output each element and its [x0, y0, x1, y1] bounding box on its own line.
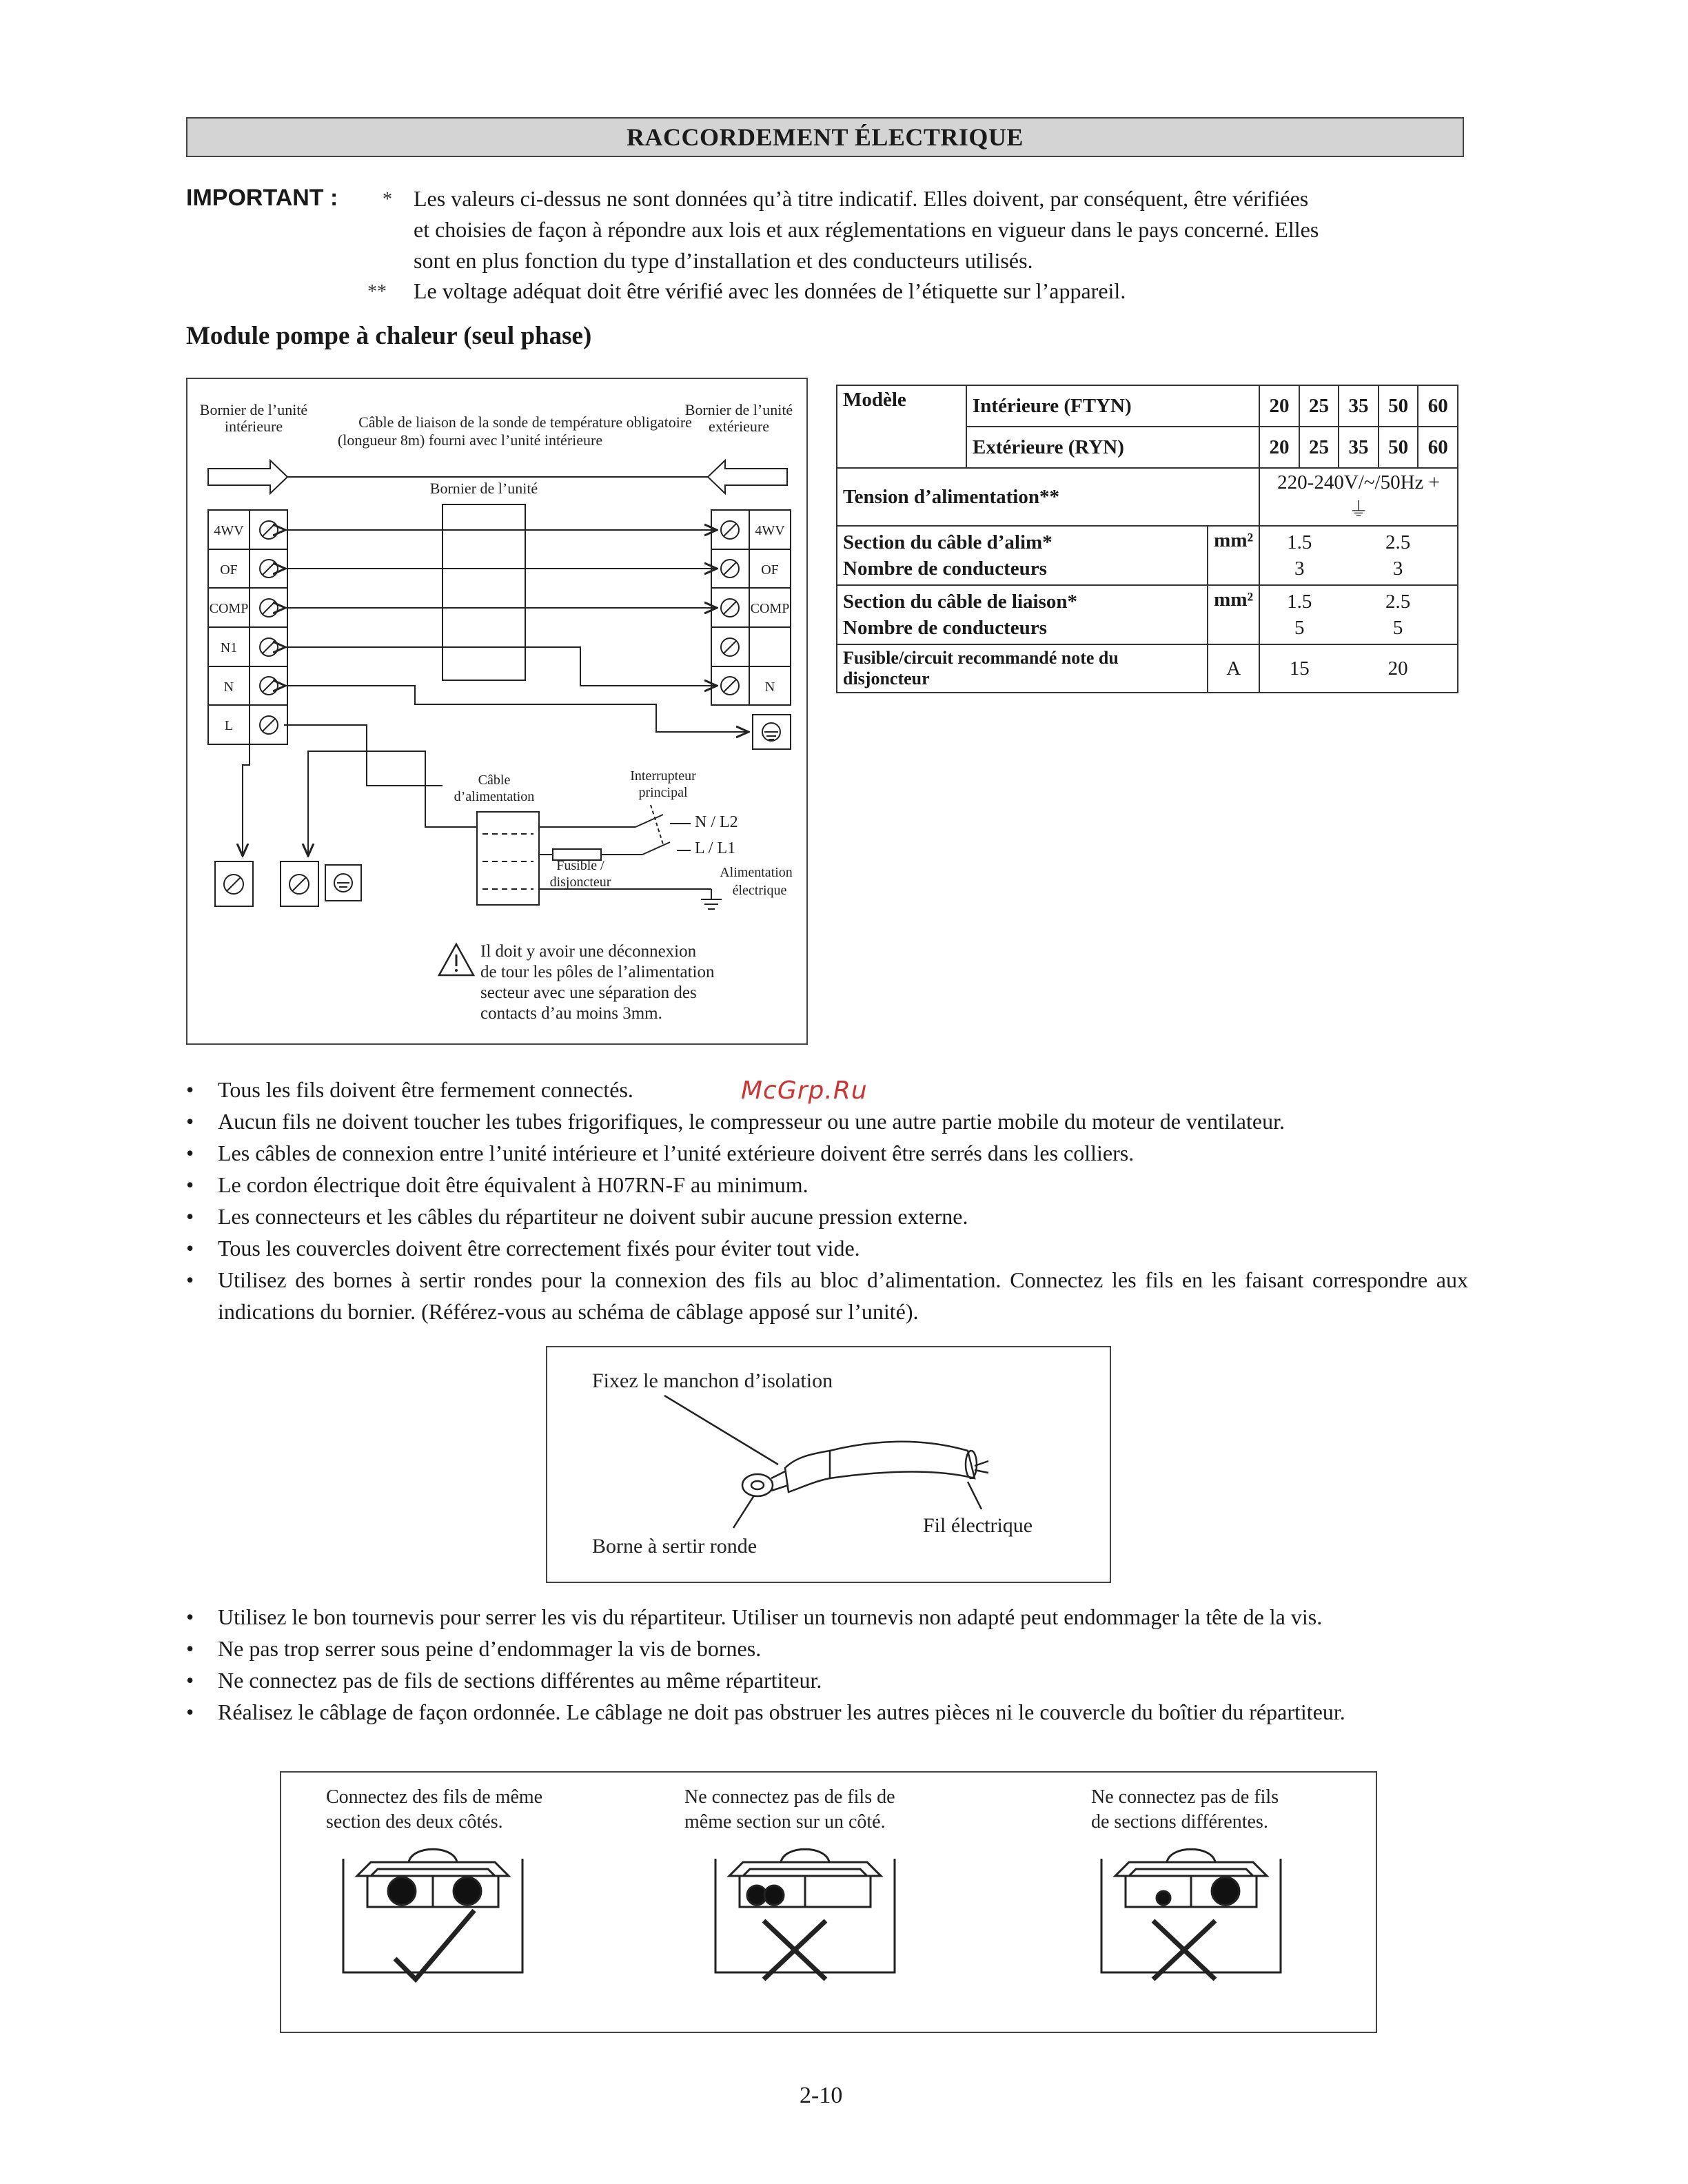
svg-text:N1: N1	[220, 640, 238, 655]
svg-text:d’alimentation: d’alimentation	[454, 789, 535, 804]
svg-text:4WV: 4WV	[755, 523, 785, 538]
warning-icon	[439, 944, 474, 975]
page-number: 2-10	[800, 2083, 843, 2108]
svg-text:de tour les pôles de l’aliment: de tour les pôles de l’alimentation	[480, 963, 715, 981]
svg-text:4WV: 4WV	[214, 523, 244, 538]
wiring-examples-figure	[280, 1771, 1377, 2033]
note-mark: *	[383, 189, 392, 210]
ok-caption: Connectez des fils de même	[326, 1786, 543, 1808]
svg-text:N: N	[223, 680, 234, 695]
important-note-2: Le voltage adéquat doit être vérifié avec les données de l’étiquette sur l’appareil.	[414, 278, 1126, 303]
svg-text:OF: OF	[761, 562, 779, 578]
fuse-label: Fusible /	[556, 858, 604, 873]
wire-label: Fil électrique	[923, 1514, 1033, 1537]
indoor-terminal-label: Bornier de l’unité	[199, 401, 308, 418]
bullet-list-a	[186, 1074, 1468, 1327]
note-mark: **	[367, 281, 387, 303]
warning-text: Il doit y avoir une déconnexion	[480, 942, 697, 961]
main-switch-label: Interrupteur	[630, 768, 696, 784]
svg-text:extérieure: extérieure	[709, 418, 769, 435]
list-item: • Ne connectez pas de fils de sections différentes au même répartiteur.	[186, 1668, 822, 1693]
list-item: • Aucun fils ne doivent toucher les tubes frigorifiques, le compresseur ou une autre partie mobile du moteur de ventilateur.	[186, 1109, 1285, 1134]
bad-same-wiring-icon	[715, 1849, 895, 1979]
arrow-icon	[708, 460, 787, 493]
ok-wiring-icon	[343, 1849, 522, 1979]
svg-text:COMP: COMP	[750, 601, 790, 616]
ring-label: Borne à sertir ronde	[592, 1535, 757, 1558]
svg-text:de sections différentes.: de sections différentes.	[1091, 1811, 1268, 1833]
list-item: • Tous les couvercles doivent être correctement fixés pour éviter tout vide.	[186, 1236, 860, 1261]
svg-text:COMP: COMP	[209, 601, 249, 616]
bullet-list-b	[186, 1601, 1468, 1728]
bad-diff-wiring-icon	[1101, 1849, 1281, 1979]
crimp-terminal-figure	[546, 1346, 1111, 1583]
power-cable-label: Câble	[478, 773, 511, 788]
supply-label: Alimentation	[720, 865, 793, 880]
important-note-1: Les valeurs ci-dessus ne sont données qu’à titre indicatif. Elles doivent, par conséquent, être vérifiées et choisies de façon à répondre aux lois et aux réglementations en vigueur dans le pays concerné. Elles sont en plus fonction du type d’installation et des conducteurs utilisés.	[414, 186, 1319, 273]
svg-text:électrique: électrique	[732, 883, 787, 898]
arrow-icon	[208, 460, 287, 493]
svg-text:(longueur 8m) fourni avec l’un: (longueur 8m) fourni avec l’unité intérieure	[337, 431, 603, 449]
crimp-terminal-icon	[664, 1396, 988, 1528]
spec-table: Modèle Intérieure (FTYN) 20 25 35 50 60 Extérieure (RYN) 20 25 35 50 60 Tension d’alimentation** 220-240V/~/50Hz + ⏚ Section du câble d’alim* Nombre de conducteurs mm² 1.5 3 2.5 3 Section du câble de liaison* Nombre de conducteurs mm² 1.5 5 2.5 5 Fusible/circuit recommandé note du disjoncteur A 15 20	[836, 385, 1458, 693]
svg-text:disjoncteur: disjoncteur	[549, 875, 611, 890]
list-item: • Tous les fils doivent être fermement connectés.	[186, 1077, 633, 1102]
wiring-diagram	[186, 378, 808, 1045]
list-item: • Ne pas trop serrer sous peine d’endommager la vis de bornes.	[186, 1636, 762, 1661]
svg-text:section des deux côtés.: section des deux côtés.	[326, 1811, 503, 1833]
list-item: • Utilisez des bornes à sertir rondes pour la connexion des fils au bloc d’alimentation. Connectez les fils en les faisant correspondre aux indications du bornier. (Référez-vous au schéma de câblage apposé sur l’unité).	[186, 1267, 1468, 1324]
sleeve-label: Fixez le manchon d’isolation	[592, 1369, 833, 1392]
list-item: • Utilisez le bon tournevis pour serrer les vis du répartiteur. Utiliser un tournevis non adapté peut endommager la tête de la vis.	[186, 1604, 1323, 1629]
svg-text:contacts d’au moins 3mm.: contacts d’au moins 3mm.	[480, 1004, 662, 1023]
svg-text:L: L	[224, 718, 234, 733]
svg-text:même section sur un côté.: même section sur un côté.	[684, 1811, 886, 1833]
link-cable-label: Câble de liaison de la sonde de température obligatoire	[358, 414, 692, 431]
svg-text:secteur avec une séparation de: secteur avec une séparation des	[480, 983, 697, 1002]
bad-same-caption: Ne connectez pas de fils de	[684, 1786, 895, 1808]
watermark: McGrp.Ru	[741, 1076, 868, 1105]
list-item: • Le cordon électrique doit être équivalent à H07RN-F au minimum.	[186, 1172, 809, 1197]
list-item: • Les câbles de connexion entre l’unité intérieure et l’unité extérieure doivent être serrés dans les colliers.	[186, 1141, 1135, 1165]
l-l1-label: L / L1	[695, 839, 736, 857]
svg-text:principal: principal	[638, 785, 688, 800]
page-title: RACCORDEMENT ÉLECTRIQUE	[186, 117, 1464, 157]
list-item: • Réalisez le câblage de façon ordonnée. Le câblage ne doit pas obstruer les autres pièces ni le couvercle du boîtier du répartiteur.	[186, 1700, 1345, 1724]
svg-text:OF: OF	[220, 562, 238, 578]
unit-terminal-label: Bornier de l’unité	[429, 480, 538, 497]
n-l2-label: N / L2	[695, 813, 738, 831]
section-heading: Module pompe à chaleur (seul phase)	[186, 322, 592, 350]
svg-text:N: N	[764, 680, 775, 695]
bad-diff-caption: Ne connectez pas de fils	[1091, 1786, 1279, 1808]
important-label: IMPORTANT :	[186, 185, 338, 211]
svg-text:intérieure: intérieure	[224, 418, 283, 435]
outdoor-terminal-label: Bornier de l’unité	[684, 401, 793, 418]
list-item: • Les connecteurs et les câbles du répartiteur ne doivent subir aucune pression externe.	[186, 1204, 968, 1229]
